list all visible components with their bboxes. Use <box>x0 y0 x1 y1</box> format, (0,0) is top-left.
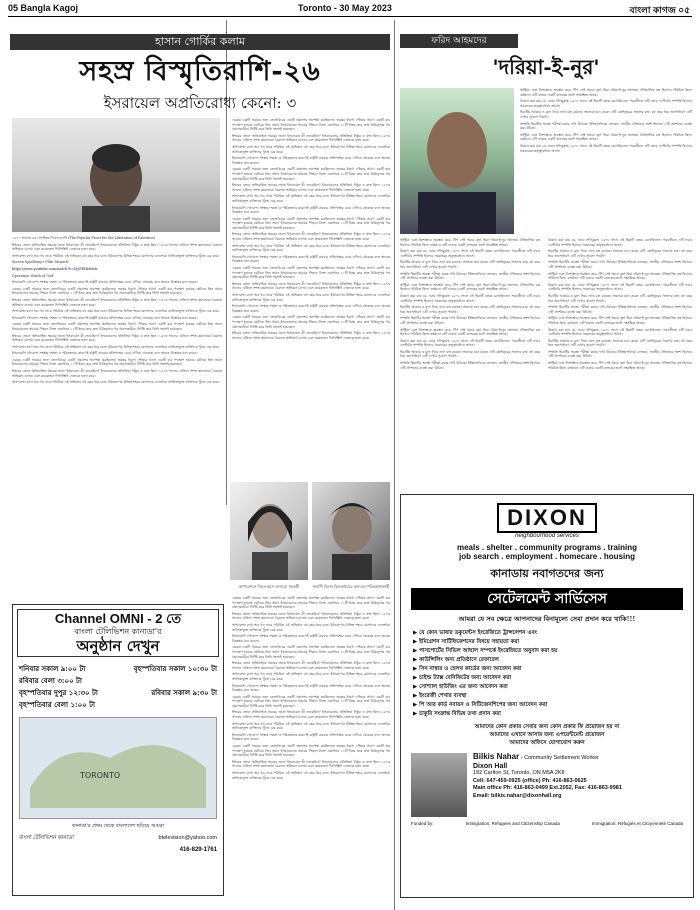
dixon-ad <box>400 494 694 898</box>
dixon-funders <box>411 821 683 826</box>
service-item: ▶ চাইল্ড ট্যাক্স বেনিফিটের জন্য আবেদন করা <box>413 675 512 681</box>
dixon-notes <box>401 723 693 747</box>
paragraph: ঈশ্বরের জেনে অতিবাহিত সমরের জন্যে ইসরায়েল কী ভেবেছিল? ইসরায়েলের প্রতিক্রিয়া নিষ্ঠুর ও দ্রুত ছিল। ১৯৭৩ সালের এপ্রিলে সশস্ত্র কমান্ডোরা বৈরুতে অভিযান চালায় এবং কয়েকজন ফিলিস্তিনি নেতাকে হত্যা করে। <box>232 331 390 340</box>
paragraph: এরকম একটি সময়ের জন্য তেলাবিবের একটি প্রকাশের অপেক্ষা করছিলেন। ভয়ঙ্কর ধারণা পৌছার আগে একটি বার পদক্ষেপ হয়েছে যেটাকে তিন সমান ইসরায়েলের সময়ের পিছনে ডিক্ত একাধারে ১১টি ইতর করে দ্রুত চিকিত্সার পর প্রবাসকারীরা নির্দিষ্ট করে তিনি সহসাই হয়েছেন। <box>232 694 390 708</box>
omni-line2: অনুষ্ঠান দেখুন <box>76 637 160 655</box>
dixon-tagline2: job search . employment . homecare . housing <box>458 552 636 561</box>
paragraph: উল্লেখ করা যায় যে, নবাব সলিমুল্লাহ ১৯০৮ সালে এই হিরাটি বন্ধক রেখেছিলেন। পরবর্তীতে এটি নবাব এস্টেটের সম্পত্তি হিসেবে সরকারের তত্ত্বাবধানে আসে। <box>520 99 692 108</box>
photo-caption-2: সন্ত্রাসী বিমান ছিনতাইয়ের অন্যতম পরিকল্পনাকারী <box>312 584 390 589</box>
paragraph: অস্ট্রিয়া এবং নিশেত্তারে অবস্থান করে, টিপ সেই সময়ে বৃহৎ হিরা দরিয়া-ই-নুর অন্যতম ঐতিহাসিক রত্ন হিসেবে পরিচিত ছিল। বর্তমানে এটি ঢাকার একটি ব্যাংকের ভল্টে সংরক্ষিত আছে। <box>400 282 540 292</box>
col2-left-text <box>400 238 540 488</box>
paragraph: অস্ট্রিয়া এবং নিশেত্তারে অবস্থান করে, টিপ সেই সময়ে বৃহৎ হিরা দরিয়া-ই-নুর অন্যতম ঐতিহাসিক রত্ন হিসেবে পরিচিত ছিল। বর্তমানে এটি ঢাকার একটি ব্যাংকের ভল্টে সংরক্ষিত আছে। <box>520 132 692 142</box>
omni-footer: কানাডা'র প্রথম থেকে বাংলাদেশ ছড়িয়ে আমরা <box>71 823 165 829</box>
paragraph: অস্ট্রিয়া এবং নিশেত্তারে অবস্থান করে, টিপ সেই সময়ে বৃহৎ হিরা দরিয়া-ই-নুর অন্যতম ঐতিহাসিক রত্ন হিসেবে পরিচিত ছিল। বর্তমানে এটি ঢাকার একটি ব্যাংকের ভল্টে সংরক্ষিত আছে। <box>548 361 692 370</box>
paragraph: উল্লেখ করা যায় যে, নবাব সলিমুল্লাহ ১৯০৮ সালে এই হিরাটি বন্ধক রেখেছিলেন। পরবর্তীতে এটি নবাব এস্টেটের সম্পত্তি হিসেবে সরকারের তত্ত্বাবধানে আসে। <box>520 143 692 153</box>
paragraph: উল্লেখ করা যায় যে, নবাব সলিমুল্লাহ ১৯০৮ সালে এই হিরাটি বন্ধক রেখেছিলেন। পরবর্তীতে এটি নবাব এস্টেটের সম্পত্তি হিসেবে সরকারের তত্ত্বাবধানে আসে। <box>548 282 692 292</box>
service-item: ▶ যে কোন ভাষার ডকুমেন্টস ইংরেজিতে ট্রান্সলেশন এবং <box>413 630 538 636</box>
omni-title: Channel OMNI - 2 তে <box>54 611 182 626</box>
paragraph: হিরাটির আকার ও মূল্য নিয়ে নানা মত রয়েছে। অনেকে মনে করেন এটি কোহিনূরের সহোদর রত্ন। বহু বছর ধরে জনসাধারণ এটি দেখার সুযোগ পায়নি। <box>548 338 692 348</box>
paragraph: ঈশ্বরের জেনে অতিবাহিত সমরের জন্যে ইসরায়েল কী ভেবেছিল? ইসরায়েলের প্রতিক্রিয়া নিষ্ঠুর ও দ্রুত ছিল। ১৯৭৩ সালের এপ্রিলে সশস্ত্র কমান্ডোরা বৈরুতে অভিযান চালায় এবং কয়েকজন ফিলিস্তিনি নেতাকে হত্যা করে। <box>232 759 390 769</box>
dixon-logo <box>401 503 693 539</box>
schedule-cell: বৃহস্পতিবার সকাল ১০:৩০ টা <box>133 664 217 673</box>
schedule-cell: বৃহস্পতিবার দুপুর ১২:৩০ টা <box>19 688 98 697</box>
paragraph: ইসরায়েলি গোয়েন্দা সংস্থার দক্ষতা ও পরিকল্পনার কারণেই রাষ্ট্রটি বারবার প্রতিপক্ষের চেয়ে এগিয়ে থেকেছে বলে অনেক বিশ্লেষক মনে করেন। <box>232 304 390 313</box>
paragraph: অপারেশন র‍্যাথ অব গড নামে পরিচিত এই অভিযান বহু বছর ধরে চলে। ইউরোপের বিভিন্ন শহরে মোসাদের এজেন্টরা তালিকাভুক্ত ব্যক্তিদের খুঁজে বের করে। <box>232 622 390 632</box>
photo-man-art <box>312 482 390 580</box>
author-photo-art <box>12 118 220 232</box>
paragraph: হিরাটির আকার ও মূল্য নিয়ে নানা মত রয়েছে। অনেকে মনে করেন এটি কোহিনূরের সহোদর রত্ন। বহু বছর ধরে জনসাধারণ এটি দেখার সুযোগ পায়নি। <box>548 249 692 258</box>
contact-email[interactable]: Email: bilkis.nahar@dixonhall.org <box>473 792 562 799</box>
dixon-note: আমাদের অফিসে যোগাযোগ করুন <box>509 740 585 746</box>
paragraph: অপারেশন র‍্যাথ অব গড নামে পরিচিত এই অভিযান বহু বছর ধরে চলে। ইউরোপের বিভিন্ন শহরে মোসাদের এজেন্টরা তালিকাভুক্ত ব্যক্তিদের খুঁজে বের করে। <box>232 144 390 154</box>
header-rule <box>8 16 692 17</box>
channel-omni-ad <box>12 604 224 896</box>
paragraph: ঈশ্বরের জেনে অতিবাহিত সমরের জন্যে ইসরায়েল কী ভেবেছিল? ইসরায়েলের প্রতিক্রিয়া নিষ্ঠুর ও দ্রুত ছিল। ১৯৭৩ সালের এপ্রিলে সশস্ত্র কমান্ডোরা বৈরুতে অভিযান চালায় এবং কয়েকজন ফিলিস্তিনি নেতাকে হত্যা করে। <box>232 133 390 143</box>
dixon-contact-block <box>411 753 683 817</box>
contact-name: Bilkis Nahar <box>473 752 520 761</box>
paragraph: সম্প্রতি হিরাটির অবস্থা পরীক্ষা করার দাবি উঠেছে। ইতিহাসবিদরা বলছেন, জাতীয় ঐতিহ্যের অংশ হিসেবে এটি প্রদর্শনের ব্যবস্থা করা উচিত। <box>548 260 692 269</box>
contact-address: 192 Carlton St, Toronto, ON M5A 2K8 <box>473 770 565 776</box>
photo-woman <box>230 482 308 580</box>
dixon-sub: আমরা যে সব ক্ষেত্রে আপনাদের বিনামূল্যে সেবা প্রদান করে থাকি!!! <box>458 615 636 623</box>
paragraph: উল্লেখ করা যায় যে, নবাব সলিমুল্লাহ ১৯০৮ সালে এই হিরাটি বন্ধক রেখেছিলেন। পরবর্তীতে এটি নবাব এস্টেটের সম্পত্তি হিসেবে সরকারের তত্ত্বাবধানে আসে। <box>400 293 540 303</box>
paragraph: এরকম একটি সময়ের জন্য তেলাবিবের একটি প্রকাশের অপেক্ষা করছিলেন। ভয়ঙ্কর ধারণা পৌছার আগে একটি বার পদক্ষেপ হয়েছে যেটাকে তিন সমান ইসরায়েলের সময়ের পিছনে ডিক্ত একাধারে ১১টি ইতর করে দ্রুত চিকিত্সার পর প্রবাসকারীরা নির্দিষ্ট করে তিনি সহসাই হয়েছেন। <box>12 357 222 367</box>
omni-title-box <box>17 609 219 657</box>
paragraph: ইসরায়েলি গোয়েন্দা সংস্থার দক্ষতা ও পরিকল্পনার কারণেই রাষ্ট্রটি বারবার প্রতিপক্ষের চেয়ে এগিয়ে থেকেছে বলে অনেক বিশ্লেষক মনে করেন। <box>12 315 198 320</box>
paragraph: অপারেশন র‍্যাথ অব গড নামে পরিচিত এই অভিযান বহু বছর ধরে চলে। ইউরোপের বিভিন্ন শহরে মোসাদের এজেন্টরা তালিকাভুক্ত ব্যক্তিদের খুঁজে বের করে। <box>12 309 220 314</box>
paragraph: হিরাটির আকার ও মূল্য নিয়ে নানা মত রয়েছে। অনেকে মনে করেন এটি কোহিনূরের সহোদর রত্ন। বহু বছর ধরে জনসাধারণ এটি দেখার সুযোগ পায়নি। <box>400 349 540 359</box>
paragraph: সম্প্রতি হিরাটির অবস্থা পরীক্ষা করার দাবি উঠেছে। ইতিহাসবিদরা বলছেন, জাতীয় ঐতিহ্যের অংশ হিসেবে এটি প্রদর্শনের ব্যবস্থা করা উচিত। <box>548 349 692 359</box>
film-reference: Steven Spielberg's Film 'Munich' <box>12 260 69 265</box>
service-item: ▶ পাসপোর্টের সিভিল আছাল সম্পর্কে ইংরেজিতে অনুবাদ করা হয় <box>413 648 558 654</box>
paragraph: ইসরায়েলি গোয়েন্দা সংস্থার দক্ষতা ও পরিকল্পনার কারণেই রাষ্ট্রটি বারবার প্রতিপক্ষের চেয়ে এগিয়ে থেকেছে বলে অনেক বিশ্লেষক মনে করেন। <box>232 732 390 742</box>
paragraph: অপারেশন র‍্যাথ অব গড নামে পরিচিত এই অভিযান বহু বছর ধরে চলে। ইউরোপের বিভিন্ন শহরে মোসাদের এজেন্টরা তালিকাভুক্ত ব্যক্তিদের খুঁজে বের করে। <box>232 771 390 780</box>
paragraph: হিরাটির আকার ও মূল্য নিয়ে নানা মত রয়েছে। অনেকে মনে করেন এটি কোহিনূরের সহোদর রত্ন। বহু বছর ধরে জনসাধারণ এটি দেখার সুযোগ পায়নি। <box>400 260 540 269</box>
paragraph: অস্ট্রিয়া এবং নিশেত্তারে অবস্থান করে, টিপ সেই সময়ে বৃহৎ হিরা দরিয়া-ই-নুর অন্যতম ঐতিহাসিক রত্ন হিসেবে পরিচিত ছিল। বর্তমানে এটি ঢাকার একটি ব্যাংকের ভল্টে সংরক্ষিত আছে। <box>548 271 692 281</box>
schedule-cell: শনিবার সকাল ৯:০০ টা <box>19 664 86 673</box>
omni-phone: 416-829-1761 <box>179 847 217 853</box>
svg-text:TORONTO: TORONTO <box>80 771 121 780</box>
contact-cell: Cell: 647-459-0925 (office) Ph: 416-863-0625 <box>473 777 587 784</box>
author-photo <box>12 118 220 232</box>
paragraph: অপারেশন র‍্যাথ অব গড নামে পরিচিত এই অভিযান বহু বছর ধরে চলে। ইউরোপের বিভিন্ন শহরে মোসাদের এজেন্টরা তালিকাভুক্ত ব্যক্তিদের খুঁজে বের করে। <box>12 380 220 385</box>
photo-man <box>312 482 390 580</box>
omni-contact-row <box>13 831 223 847</box>
paragraph: অপারেশন র‍্যাথ অব গড নামে পরিচিত এই অভিযান বহু বছর ধরে চলে। ইউরোপের বিভিন্ন শহরে মোসাদের এজেন্টরা তালিকাভুক্ত ব্যক্তিদের খুঁজে বের করে। <box>232 672 390 681</box>
paragraph: ঈশ্বরের জেনে অতিবাহিত সমরের জন্যে ইসরায়েল কী ভেবেছিল? ইসরায়েলের প্রতিক্রিয়া নিষ্ঠুর ও দ্রুত ছিল। ১৯৭৩ সালের এপ্রিলে সশস্ত্র কমান্ডোরা বৈরুতে অভিযান চালায় এবং কয়েকজন ফিলিস্তিনি নেতাকে হত্যা করে। <box>232 661 390 670</box>
col2-title: 'দরিয়া-ই-নুর' <box>492 55 600 79</box>
paragraph: ইসরায়েলি গোয়েন্দা সংস্থার দক্ষতা ও পরিকল্পনার কারণেই রাষ্ট্রটি বারবার প্রতিপক্ষের চেয়ে এগিয়ে থেকেছে বলে অনেক বিশ্লেষক মনে করেন। <box>232 254 390 264</box>
schedule-cell: রবিবার বেলা ৩:০০ টা <box>19 676 82 685</box>
schedule-cell: রবিবার সকাল ৯:৩০ টা <box>151 688 217 697</box>
omni-org: বাংলা টেলিভিশন কানাডা <box>19 835 74 841</box>
service-item: ▶ কাউন্সিলিং অন্য প্রতিষ্ঠানে রেফারেল <box>413 657 499 663</box>
column-divider <box>226 20 227 505</box>
paragraph: ইসরায়েলি গোয়েন্দা সংস্থার দক্ষতা ও পরিকল্পনার কারণেই রাষ্ট্রটি বারবার প্রতিপক্ষের চেয়ে এগিয়ে থেকেছে বলে অনেক বিশ্লেষক মনে করেন। <box>12 351 198 356</box>
paragraph: ইসরায়েলি গোয়েন্দা সংস্থার দক্ষতা ও পরিকল্পনার কারণেই রাষ্ট্রটি বারবার প্রতিপক্ষের চেয়ে এগিয়ে থেকেছে বলে অনেক বিশ্লেষক মনে করেন। <box>232 205 390 215</box>
article-title: সহস্র বিস্মৃতিরাশি-২৬ <box>79 56 321 87</box>
writer-name: ফরিদ আহমদের <box>431 36 487 46</box>
paragraph: এরকম একটি সময়ের জন্য তেলাবিবের একটি প্রকাশের অপেক্ষা করছিলেন। ভয়ঙ্কর ধারণা পৌছার আগে একটি বার পদক্ষেপ হয়েছে যেটাকে তিন সমান ইসরায়েলের সময়ের পিছনে ডিক্ত একাধারে ১১টি ইতর করে দ্রুত চিকিত্সার পর প্রবাসকারীরা নির্দিষ্ট করে তিনি সহসাই হয়েছেন। <box>12 286 222 296</box>
paragraph: উল্লেখ করা যায় যে, নবাব সলিমুল্লাহ ১৯০৮ সালে এই হিরাটি বন্ধক রেখেছিলেন। পরবর্তীতে এটি নবাব এস্টেটের সম্পত্তি হিসেবে সরকারের তত্ত্বাবধানে আসে। <box>548 238 692 247</box>
paragraph: হিরাটির আকার ও মূল্য নিয়ে নানা মত রয়েছে। অনেকে মনে করেন এটি কোহিনূরের সহোদর রত্ন। বহু বছর ধরে জনসাধারণ এটি দেখার সুযোগ পায়নি। <box>400 305 540 314</box>
service-item: ▶ সোশ্যাল হাউজিং এর জন্য আবেদন করা <box>413 684 508 690</box>
paragraph: উল্লেখ করা যায় যে, নবাব সলিমুল্লাহ ১৯০৮ সালে এই হিরাটি বন্ধক রেখেছিলেন। পরবর্তীতে এটি নবাব এস্টেটের সম্পত্তি হিসেবে সরকারের তত্ত্বাবধানে আসে। <box>400 338 540 348</box>
dixon-headline: কানাডায় নবাগতদের জন্য <box>490 567 604 580</box>
dixon-note: আমাদের কোন প্রকার সেবার জন্য কোন প্রকার ফি প্রয়োজন হয় না <box>474 724 620 730</box>
paragraph: উল্লেখ করা যায় যে, নবাব সলিমুল্লাহ ১৯০৮ সালে এই হিরাটি বন্ধক রেখেছিলেন। পরবর্তীতে এটি নবাব এস্টেটের সম্পত্তি হিসেবে সরকারের তত্ত্বাবধানে আসে। <box>400 249 540 258</box>
dixon-note: আমাদের এখানে আসার জন্য এপয়েন্টমেন্ট প্রয়োজন <box>489 732 605 738</box>
paragraph: অপারেশন র‍্যাথ অব গড নামে পরিচিত এই অভিযান বহু বছর ধরে চলে। ইউরোপের বিভিন্ন শহরে মোসাদের এজেন্টরা তালিকাভুক্ত ব্যক্তিদের খুঁজে বের করে। <box>232 243 390 253</box>
paragraph: ইসরায়েলি গোয়েন্দা সংস্থার দক্ষতা ও পরিকল্পনার কারণেই রাষ্ট্রটি বারবার প্রতিপক্ষের চেয়ে এগিয়ে থেকেছে বলে অনেক বিশ্লেষক মনে করেন। <box>232 156 390 165</box>
paragraph: এরকম একটি সময়ের জন্য তেলাবিবের একটি প্রকাশের অপেক্ষা করছিলেন। ভয়ঙ্কর ধারণা পৌছার আগে একটি বার পদক্ষেপ হয়েছে যেটাকে তিন সমান ইসরায়েলের সময়ের পিছনে ডিক্ত একাধারে ১১টি ইতর করে দ্রুত চিকিত্সার পর প্রবাসকারীরা নির্দিষ্ট করে তিনি সহসাই হয়েছেন। <box>232 266 390 280</box>
paragraph: ইসরায়েলি গোয়েন্দা সংস্থার দক্ষতা ও পরিকল্পনার কারণেই রাষ্ট্রটি বারবার প্রতিপক্ষের চেয়ে এগিয়ে থেকেছে বলে অনেক বিশ্লেষক মনে করেন। <box>12 280 198 285</box>
columnist-name: হাসান গোর্কির কলাম <box>155 35 245 48</box>
paragraph: হিরাটির আকার ও মূল্য নিয়ে নানা মত রয়েছে। অনেকে মনে করেন এটি কোহিনূরের সহোদর রত্ন। বহু বছর ধরে জনসাধারণ এটি দেখার সুযোগ পায়নি। <box>548 293 692 303</box>
header-right: বাংলা কাগজ ০৫ <box>629 5 690 15</box>
service-item: ▶ ইংরেজী শেখার ব্যবস্থা <box>413 693 467 699</box>
paragraph: অপারেশন র‍্যাথ অব গড নামে পরিচিত এই অভিযান বহু বছর ধরে চলে। ইউরোপের বিভিন্ন শহরে মোসাদের এজেন্টরা তালিকাভুক্ত ব্যক্তিদের খুঁজে বের করে। <box>232 721 390 731</box>
col1-left-text <box>12 236 222 604</box>
service-item: ▶ সিন নাম্বার ও হেলথ কার্ডের জন্য আবেদন করা <box>413 666 522 672</box>
paragraph: অপারেশন র‍্যাথ অব গড নামে পরিচিত এই অভিযান বহু বছর ধরে চলে। ইউরোপের বিভিন্ন শহরে মোসাদের এজেন্টরা তালিকাভুক্ত ব্যক্তিদের খুঁজে বের করে। <box>232 194 390 203</box>
paragraph: ঈশ্বরের জেনে অতিবাহিত সমরের জন্যে ইসরায়েল কী ভেবেছিল? ইসরায়েলের প্রতিক্রিয়া নিষ্ঠুর ও দ্রুত ছিল। ১৯৭৩ সালের এপ্রিলে সশস্ত্র কমান্ডোরা বৈরুতে অভিযান চালায় এবং কয়েকজন ফিলিস্তিনি নেতাকে হত্যা করে। <box>12 242 222 252</box>
paragraph: অপারেশন র‍্যাথ অব গড নামে পরিচিত এই অভিযান বহু বছর ধরে চলে। ইউরোপের বিভিন্ন শহরে মোসাদের এজেন্টরা তালিকাভুক্ত ব্যক্তিদের খুঁজে বের করে। <box>12 344 220 349</box>
schedule-cell: বৃহস্পতিবার বেলা ১:০০ টা <box>19 700 95 709</box>
paragraph: ঈশ্বরের জেনে অতিবাহিত সমরের জন্যে ইসরায়েল কী ভেবেছিল? ইসরায়েলের প্রতিক্রিয়া নিষ্ঠুর ও দ্রুত ছিল। ১৯৭৩ সালের এপ্রিলে সশস্ত্র কমান্ডোরা বৈরুতে অভিযান চালায় এবং কয়েকজন ফিলিস্তিনি নেতাকে হত্যা করে। <box>232 183 390 192</box>
paragraph: অস্ট্রিয়া এবং নিশেত্তারে অবস্থান করে, টিপ সেই সময়ে বৃহৎ হিরা দরিয়া-ই-নুর অন্যতম ঐতিহাসিক রত্ন হিসেবে পরিচিত ছিল। বর্তমানে এটি ঢাকার একটি ব্যাংকের ভল্টে সংরক্ষিত আছে। <box>548 316 692 325</box>
header-center: Toronto - 30 May 2023 <box>298 3 392 13</box>
paragraph: এরকম একটি সময়ের জন্য তেলাবিবের একটি প্রকাশের অপেক্ষা করছিলেন। ভয়ঙ্কর ধারণা পৌছার আগে একটি বার পদক্ষেপ হয়েছে যেটাকে তিন সমান ইসরায়েলের সময়ের পিছনে ডিক্ত একাধারে ১১টি ইতর করে দ্রুত চিকিত্সার পর প্রবাসকারীরা নির্দিষ্ট করে তিনি সহসাই হয়েছেন। <box>232 645 390 659</box>
contact-org: Dixon Hall <box>473 762 508 770</box>
paragraph: অপারেশন র‍্যাথ অব গড নামে পরিচিত এই অভিযান বহু বছর ধরে চলে। ইউরোপের বিভিন্ন শহরে মোসাদের এজেন্টরা তালিকাভুক্ত ব্যক্তিদের খুঁজে বের করে। <box>12 253 220 258</box>
paragraph: এরকম একটি সময়ের জন্য তেলাবিবের একটি প্রকাশের অপেক্ষা করছিলেন। ভয়ঙ্কর ধারণা পৌছার আগে একটি বার পদক্ষেপ হয়েছে যেটাকে তিন সমান ইসরায়েলের সময়ের পিছনে ডিক্ত একাধারে ১১টি ইতর করে দ্রুত চিকিত্সার পর প্রবাসকারীরা নির্দিষ্ট করে তিনি সহসাই হয়েছেন। <box>232 744 390 758</box>
paragraph: অস্ট্রিয়া এবং নিশেত্তারে অবস্থান করে, টিপ সেই সময়ে বৃহৎ হিরা দরিয়া-ই-নুর অন্যতম ঐতিহাসিক রত্ন হিসেবে পরিচিত ছিল। বর্তমানে এটি ঢাকার একটি ব্যাংকের ভল্টে সংরক্ষিত আছে। <box>400 327 540 337</box>
col2-right-text <box>548 238 692 488</box>
paragraph: ঈশ্বরের জেনে অতিবাহিত সমরের জন্যে ইসরায়েল কী ভেবেছিল? ইসরায়েলের প্রতিক্রিয়া নিষ্ঠুর ও দ্রুত ছিল। ১৯৭৩ সালের এপ্রিলে সশস্ত্র কমান্ডোরা বৈরুতে অভিযান চালায় এবং কয়েকজন ফিলিস্তিনি নেতাকে হত্যা করে। <box>12 369 222 378</box>
paragraph: ঈশ্বরের জেনে অতিবাহিত সমরের জন্যে ইসরায়েল কী ভেবেছিল? ইসরায়েলের প্রতিক্রিয়া নিষ্ঠুর ও দ্রুত ছিল। ১৯৭৩ সালের এপ্রিলে সশস্ত্র কমান্ডোরা বৈরুতে অভিযান চালায় এবং কয়েকজন ফিলিস্তিনি নেতাকে হত্যা করে। <box>12 297 222 307</box>
dixon-banner: সেটেলমেন্ট সার্ভিসেস <box>411 588 683 610</box>
column-divider <box>394 20 395 910</box>
col1-continued-text <box>232 596 390 896</box>
col1-right-text <box>232 118 390 478</box>
writer-photo-art <box>400 88 514 234</box>
omni-line1: বাংলা টেলিভিশন কানাডা'র <box>74 627 162 636</box>
service-item: ▶ পি আর কার্ড নবায়ন ও সিটিজেনশিপের জন্য আবেদন করা <box>413 702 548 708</box>
paragraph: সম্প্রতি হিরাটির অবস্থা পরীক্ষা করার দাবি উঠেছে। ইতিহাসবিদরা বলছেন, জাতীয় ঐতিহ্যের অংশ হিসেবে এটি প্রদর্শনের ব্যবস্থা করা উচিত। <box>548 305 692 314</box>
paragraph: এরকম একটি সময়ের জন্য তেলাবিবের একটি প্রকাশের অপেক্ষা করছিলেন। ভয়ঙ্কর ধারণা পৌছার আগে একটি বার পদক্ষেপ হয়েছে যেটাকে তিন সমান ইসরায়েলের সময়ের পিছনে ডিক্ত একাধারে ১১টি ইতর করে দ্রুত চিকিত্সার পর প্রবাসকারীরা নির্দিষ্ট করে তিনি সহসাই হয়েছেন। <box>232 315 390 329</box>
paragraph: ঈশ্বরের জেনে অতিবাহিত সমরের জন্যে ইসরায়েল কী ভেবেছিল? ইসরায়েলের প্রতিক্রিয়া নিষ্ঠুর ও দ্রুত ছিল। ১৯৭৩ সালের এপ্রিলে সশস্ত্র কমান্ডোরা বৈরুতে অভিযান চালায় এবং কয়েকজন ফিলিস্তিনি নেতাকে হত্যা করে। <box>232 611 390 621</box>
contact-main-office: Main office Ph: 416-863-0499 Ext.2052, Fax: 416-863-9981 <box>473 785 622 791</box>
page-header <box>0 0 700 16</box>
paragraph: ঈশ্বরের জেনে অতিবাহিত সমরের জন্যে ইসরায়েল কী ভেবেছিল? ইসরায়েলের প্রতিক্রিয়া নিষ্ঠুর ও দ্রুত ছিল। ১৯৭৩ সালের এপ্রিলে সশস্ত্র কমান্ডোরা বৈরুতে অভিযান চালায় এবং কয়েকজন ফিলিস্তিনি নেতাকে হত্যা করে। <box>232 710 390 720</box>
paragraph: ঈশ্বরের জেনে অতিবাহিত সমরের জন্যে ইসরায়েল কী ভেবেছিল? ইসরায়েলের প্রতিক্রিয়া নিষ্ঠুর ও দ্রুত ছিল। ১৯৭৩ সালের এপ্রিলে সশস্ত্র কমান্ডোরা বৈরুতে অভিযান চালায় এবং কয়েকজন ফিলিস্তিনি নেতাকে হত্যা করে। <box>12 333 222 343</box>
dixon-contact <box>473 753 622 817</box>
paragraph: অস্ট্রিয়া এবং নিশেত্তারে অবস্থান করে, টিপ সেই সময়ে বৃহৎ হিরা দরিয়া-ই-নুর অন্যতম ঐতিহাসিক রত্ন হিসেবে পরিচিত ছিল। বর্তমানে এটি ঢাকার একটি ব্যাংকের ভল্টে সংরক্ষিত আছে। <box>400 238 540 247</box>
dixon-tagline: meals . shelter . community programs . training <box>456 543 638 552</box>
paragraph: উল্লেখ করা যায় যে, নবাব সলিমুল্লাহ ১৯০৮ সালে এই হিরাটি বন্ধক রেখেছিলেন। পরবর্তীতে এটি নবাব এস্টেটের সম্পত্তি হিসেবে সরকারের তত্ত্বাবধানে আসে। <box>548 327 692 337</box>
paragraph: সম্প্রতি হিরাটির অবস্থা পরীক্ষা করার দাবি উঠেছে। ইতিহাসবিদরা বলছেন, জাতীয় ঐতিহ্যের অংশ হিসেবে এটি প্রদর্শনের ব্যবস্থা করা উচিত। <box>400 316 540 325</box>
contact-title: - Community Settlement Worker <box>520 755 599 761</box>
intro-caption: ১৯৭০ সালের ৬৩ সেপ্টেম্বর পিএফএলপি (The Popular Front for the Liberation of Palestine) <box>12 236 155 240</box>
paragraph: অপারেশন র‍্যাথ অব গড নামে পরিচিত এই অভিযান বহু বছর ধরে চলে। ইউরোপের বিভিন্ন শহরে মোসাদের এজেন্টরা তালিকাভুক্ত ব্যক্তিদের খুঁজে বের করে। <box>232 293 390 302</box>
funded-label: Funded by: <box>411 821 434 826</box>
youtube-link[interactable]: https://www.youtube.com/watch?v=I5yFEHtdwds <box>12 266 98 271</box>
funder-en: Immigration, Refugees and Citizenship Canada <box>465 821 560 826</box>
omni-schedule <box>13 661 223 713</box>
photo-caption-1: অপারেশনে নিহত হমস লালরো সহকর্মী <box>238 584 300 589</box>
writer-bar <box>400 34 518 48</box>
col2-top-right-text <box>520 88 692 234</box>
dixon-brand-sub: neighbourhood services <box>515 533 579 539</box>
columnist-bar <box>10 34 390 50</box>
article-subtitle: ইসরায়েল অপ্রতিরোধ্য কেনো: ৩ <box>103 94 297 112</box>
paragraph: ঈশ্বরের জেনে অতিবাহিত সমরের জন্যে ইসরায়েল কী ভেবেছিল? ইসরায়েলের প্রতিক্রিয়া নিষ্ঠুর ও দ্রুত ছিল। ১৯৭৩ সালের এপ্রিলে সশস্ত্র কমান্ডোরা বৈরুতে অভিযান চালায় এবং কয়েকজন ফিলিস্তিনি নেতাকে হত্যা করে। <box>232 281 390 291</box>
paragraph: এরকম একটি সময়ের জন্য তেলাবিবের একটি প্রকাশের অপেক্ষা করছিলেন। ভয়ঙ্কর ধারণা পৌছার আগে একটি বার পদক্ষেপ হয়েছে যেটাকে তিন সমান ইসরায়েলের সময়ের পিছনে ডিক্ত একাধারে ১১টি ইতর করে দ্রুত চিকিত্সার পর প্রবাসকারীরা নির্দিষ্ট করে তিনি সহসাই হয়েছেন। <box>232 596 390 610</box>
service-item: ▶ ইমিগ্রেশন সার্টিফিকেশনের বিষয়ে সহায়তা করা <box>413 639 520 645</box>
paragraph: সম্প্রতি হিরাটির অবস্থা পরীক্ষা করার দাবি উঠেছে। ইতিহাসবিদরা বলছেন, জাতীয় ঐতিহ্যের অংশ হিসেবে এটি প্রদর্শনের ব্যবস্থা করা উচিত। <box>400 271 540 281</box>
paragraph: এরকম একটি সময়ের জন্য তেলাবিবের একটি প্রকাশের অপেক্ষা করছিলেন। ভয়ঙ্কর ধারণা পৌছার আগে একটি বার পদক্ষেপ হয়েছে যেটাকে তিন সমান ইসরায়েলের সময়ের পিছনে ডিক্ত একাধারে ১১টি ইতর করে দ্রুত চিকিত্সার পর প্রবাসকারীরা নির্দিষ্ট করে তিনি সহসাই হয়েছেন। <box>12 322 222 331</box>
paragraph: ইসরায়েলি গোয়েন্দা সংস্থার দক্ষতা ও পরিকল্পনার কারণেই রাষ্ট্রটি বারবার প্রতিপক্ষের চেয়ে এগিয়ে থেকেছে বলে অনেক বিশ্লেষক মনে করেন। <box>232 634 390 643</box>
header-left: 05 Bangla Kagoj <box>8 3 79 13</box>
photo-woman-art <box>230 482 308 580</box>
writer-photo <box>400 88 514 234</box>
service-item: ▶ চাকুরি সংক্রান্ত বিভিন্ন তথ্য প্রদান করা <box>413 711 501 717</box>
omni-email[interactable]: btelevision@yahoo.com <box>158 835 217 841</box>
paragraph: এরকম একটি সময়ের জন্য তেলাবিবের একটি প্রকাশের অপেক্ষা করছিলেন। ভয়ঙ্কর ধারণা পৌছার আগে একটি বার পদক্ষেপ হয়েছে যেটাকে তিন সমান ইসরায়েলের সময়ের পিছনে ডিক্ত একাধারে ১১টি ইতর করে দ্রুত চিকিত্সার পর প্রবাসকারীরা নির্দিষ্ট করে তিনি সহসাই হয়েছেন। <box>232 167 390 181</box>
paragraph: হিরাটির আকার ও মূল্য নিয়ে নানা মত রয়েছে। অনেকে মনে করেন এটি কোহিনূরের সহোদর রত্ন। বহু বছর ধরে জনসাধারণ এটি দেখার সুযোগ পায়নি। <box>520 110 692 119</box>
paragraph: এরকম একটি সময়ের জন্য তেলাবিবের একটি প্রকাশের অপেক্ষা করছিলেন। ভয়ঙ্কর ধারণা পৌছার আগে একটি বার পদক্ষেপ হয়েছে যেটাকে তিন সমান ইসরায়েলের সময়ের পিছনে ডিক্ত একাধারে ১১টি ইতর করে দ্রুত চিকিত্সার পর প্রবাসকারীরা নির্দিষ্ট করে তিনি সহসাই হয়েছেন। <box>232 118 390 132</box>
paragraph: এরকম একটি সময়ের জন্য তেলাবিবের একটি প্রকাশের অপেক্ষা করছিলেন। ভয়ঙ্কর ধারণা পৌছার আগে একটি বার পদক্ষেপ হয়েছে যেটাকে তিন সমান ইসরায়েলের সময়ের পিছনে ডিক্ত একাধারে ১১টি ইতর করে দ্রুত চিকিত্সার পর প্রবাসকারীরা নির্দিষ্ট করে তিনি সহসাই হয়েছেন। <box>232 216 390 230</box>
operation-name: Operation Wrath of God <box>12 273 54 278</box>
paragraph: ঈশ্বরের জেনে অতিবাহিত সমরের জন্যে ইসরায়েল কী ভেবেছিল? ইসরায়েলের প্রতিক্রিয়া নিষ্ঠুর ও দ্রুত ছিল। ১৯৭৩ সালের এপ্রিলে সশস্ত্র কমান্ডোরা বৈরুতে অভিযান চালায় এবং কয়েকজন ফিলিস্তিনি নেতাকে হত্যা করে। <box>232 232 390 242</box>
dixon-brand: DIXON <box>497 503 597 533</box>
paragraph: সম্প্রতি হিরাটির অবস্থা পরীক্ষা করার দাবি উঠেছে। ইতিহাসবিদরা বলছেন, জাতীয় ঐতিহ্যের অংশ হিসেবে এটি প্রদর্শনের ব্যবস্থা করা উচিত। <box>520 121 692 131</box>
omni-map-art <box>20 718 216 818</box>
paragraph: সম্প্রতি হিরাটির অবস্থা পরীক্ষা করার দাবি উঠেছে। ইতিহাসবিদরা বলছেন, জাতীয় ঐতিহ্যের অংশ হিসেবে এটি প্রদর্শনের ব্যবস্থা করা উচিত। <box>400 361 540 370</box>
paragraph: ইসরায়েলি গোয়েন্দা সংস্থার দক্ষতা ও পরিকল্পনার কারণেই রাষ্ট্রটি বারবার প্রতিপক্ষের চেয়ে এগিয়ে থেকেছে বলে অনেক বিশ্লেষক মনে করেন। <box>232 683 390 693</box>
contact-photo <box>411 753 467 817</box>
paragraph: অস্ট্রিয়া এবং নিশেত্তারে অবস্থান করে, টিপ সেই সময়ে বৃহৎ হিরা দরিয়া-ই-নুর অন্যতম ঐতিহাসিক রত্ন হিসেবে পরিচিত ছিল। বর্তমানে এটি ঢাকার একটি ব্যাংকের ভল্টে সংরক্ষিত আছে। <box>520 88 692 97</box>
dixon-services <box>413 629 681 719</box>
funder-fr: Immigration, Réfugiés et Citoyenneté Canada <box>591 821 683 826</box>
omni-map-image <box>19 717 217 819</box>
